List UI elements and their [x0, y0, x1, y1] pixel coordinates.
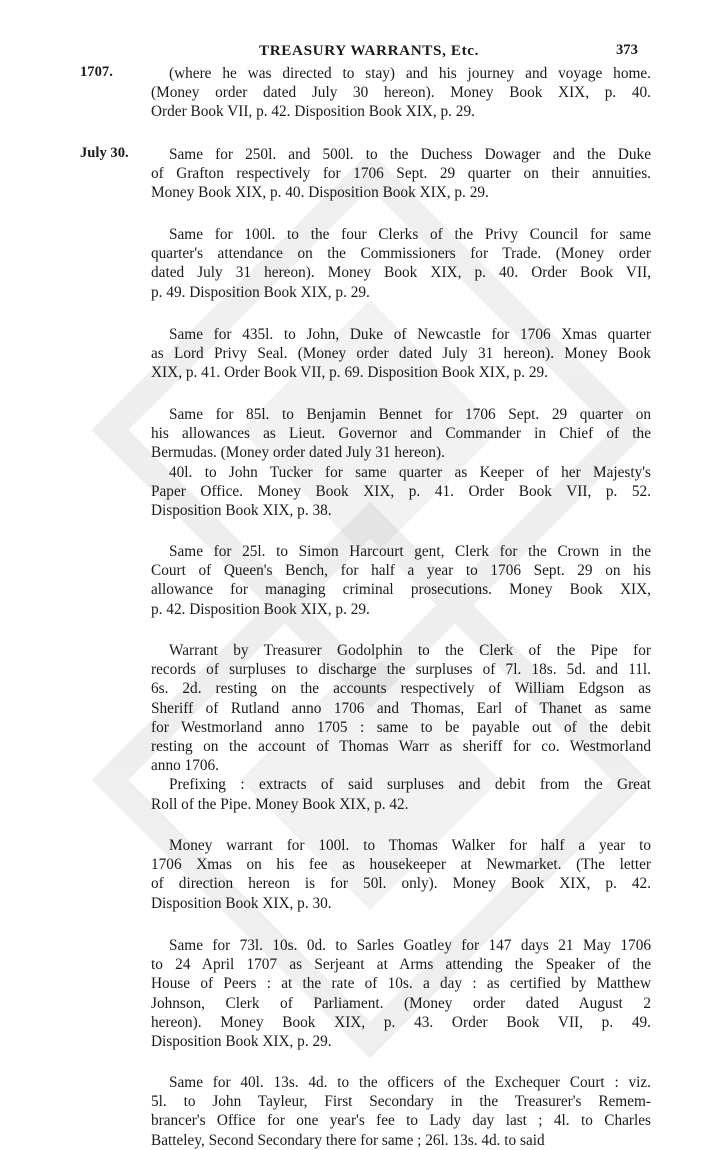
- text-line: of Grafton respectively for 1706 Sept. 29 quarter on their annuities.: [151, 165, 651, 183]
- text-line: (where he was directed to stay) and his journey and voyage home.: [169, 65, 651, 82]
- text-line: p. 49. Disposition Book XIX, p. 29.: [151, 283, 370, 301]
- text-line: 1706 Xmas on his fee as housekeeper at Newmarket. (The letter: [151, 856, 651, 874]
- text-line: hereon). Money Book XIX, p. 43. Order Book VII, p. 49.: [151, 1013, 651, 1031]
- text-line: Prefixing : extracts of said surpluses and debit from the Great: [169, 776, 651, 794]
- page-header: [0, 42, 722, 62]
- running-head: TREASURY WARRANTS, Etc.: [259, 42, 480, 59]
- text-line: dated July 31 hereon). Money Book XIX, p. 40. Order Book VII,: [151, 264, 651, 282]
- text-line: Order Book VII, p. 42. Disposition Book XIX, p. 29.: [151, 103, 475, 121]
- text-line: Money warrant for 100l. to Thomas Walker for half a year to: [169, 837, 651, 854]
- text-line: Bermudas. (Money order dated July 31 hereon).: [151, 444, 445, 462]
- text-line: of direction hereon is for 50l. only). Money Book XIX, p. 42.: [151, 875, 651, 893]
- text-line: allowance for managing criminal prosecutions. Money Book XIX,: [151, 581, 651, 599]
- text-line: Sheriff of Rutland anno 1706 and Thomas, Earl of Thanet as same: [151, 699, 651, 717]
- paragraph: [151, 641, 651, 814]
- text-line: 5l. to John Tayleur, First Secondary in the Treasurer's Remem-: [151, 1093, 651, 1111]
- text-line: Same for 85l. to Benjamin Bennet for 1706 Sept. 29 quarter on: [169, 406, 651, 423]
- text-line: Same for 435l. to John, Duke of Newcastle for 1706 Xmas quarter: [169, 326, 651, 343]
- text-line: Same for 100l. to the four Clerks of the Privy Council for same: [169, 226, 651, 243]
- text-line: Warrant by Treasurer Godolphin to the Clerk of the Pipe for: [169, 642, 651, 659]
- margin-date: July 30.: [80, 145, 129, 161]
- text-line: Disposition Book XIX, p. 38.: [151, 501, 332, 519]
- text-line: Same for 73l. 10s. 0d. to Sarles Goatley for 147 days 21 May 1706: [169, 937, 651, 954]
- paragraph: [151, 405, 651, 520]
- paragraph: [151, 542, 651, 619]
- page-number: 373: [616, 42, 638, 58]
- paragraph: [151, 836, 651, 913]
- text-line: records of surpluses to discharge the surpluses of 7l. 18s. 5d. and 11l.: [151, 661, 651, 679]
- text-line: anno 1706.: [151, 757, 219, 775]
- text-line: Batteley, Second Secondary there for same ; 26l. 13s. 4d. to said: [151, 1131, 545, 1149]
- paragraph: [151, 225, 651, 302]
- text-line: his allowances as Lieut. Governor and Commander in Chief of the: [151, 425, 651, 443]
- paragraph: [151, 64, 651, 122]
- text-line: to 24 April 1707 as Serjeant at Arms attending the Speaker of the: [151, 956, 651, 974]
- text-line: resting on the account of Thomas Warr as sheriff for co. Westmorland: [151, 737, 651, 755]
- text-line: quarter's attendance on the Commissioners for Trade. (Money order: [151, 245, 651, 263]
- text-line: Same for 25l. to Simon Harcourt gent, Clerk for the Crown in the: [169, 543, 651, 560]
- text-line: Roll of the Pipe. Money Book XIX, p. 42.: [151, 795, 409, 813]
- paragraph: [151, 145, 651, 203]
- text-line: brancer's Office for one year's fee to Lady day last ; 4l. to Charles: [151, 1112, 651, 1130]
- margin-year: 1707.: [80, 64, 113, 80]
- text-line: Johnson, Clerk of Parliament. (Money order dated August 2: [151, 994, 651, 1012]
- text-line: p. 42. Disposition Book XIX, p. 29.: [151, 600, 370, 618]
- text-line: Disposition Book XIX, p. 29.: [151, 1032, 332, 1050]
- text-line: 40l. to John Tucker for same quarter as Keeper of her Majesty's: [169, 463, 651, 481]
- text-line: as Lord Privy Seal. (Money order dated July 31 hereon). Money Book: [151, 345, 651, 363]
- text-line: Disposition Book XIX, p. 30.: [151, 894, 332, 912]
- text-line: House of Peers : at the rate of 10s. a day : as certified by Matthew: [151, 975, 651, 993]
- text-line: for Westmorland anno 1705 : same to be payable out of the debit: [151, 718, 651, 736]
- paragraph: [151, 1073, 651, 1150]
- text-line: Money Book XIX, p. 40. Disposition Book XIX, p. 29.: [151, 184, 489, 202]
- text-line: Same for 40l. 13s. 4d. to the officers of the Exchequer Court : viz.: [169, 1074, 651, 1091]
- text-line: Court of Queen's Bench, for half a year to 1706 Sept. 29 on his: [151, 562, 651, 580]
- text-line: (Money order dated July 30 hereon). Money Book XIX, p. 40.: [151, 84, 651, 102]
- paragraph: [151, 325, 651, 383]
- text-line: Same for 250l. and 500l. to the Duchess Dowager and the Duke: [169, 146, 651, 163]
- text-line: 6s. 2d. resting on the accounts respectively of William Edgson as: [151, 680, 651, 698]
- paragraph: [151, 936, 651, 1051]
- text-line: Paper Office. Money Book XIX, p. 41. Order Book VII, p. 52.: [151, 482, 651, 500]
- text-line: XIX, p. 41. Order Book VII, p. 69. Disposition Book XIX, p. 29.: [151, 364, 548, 382]
